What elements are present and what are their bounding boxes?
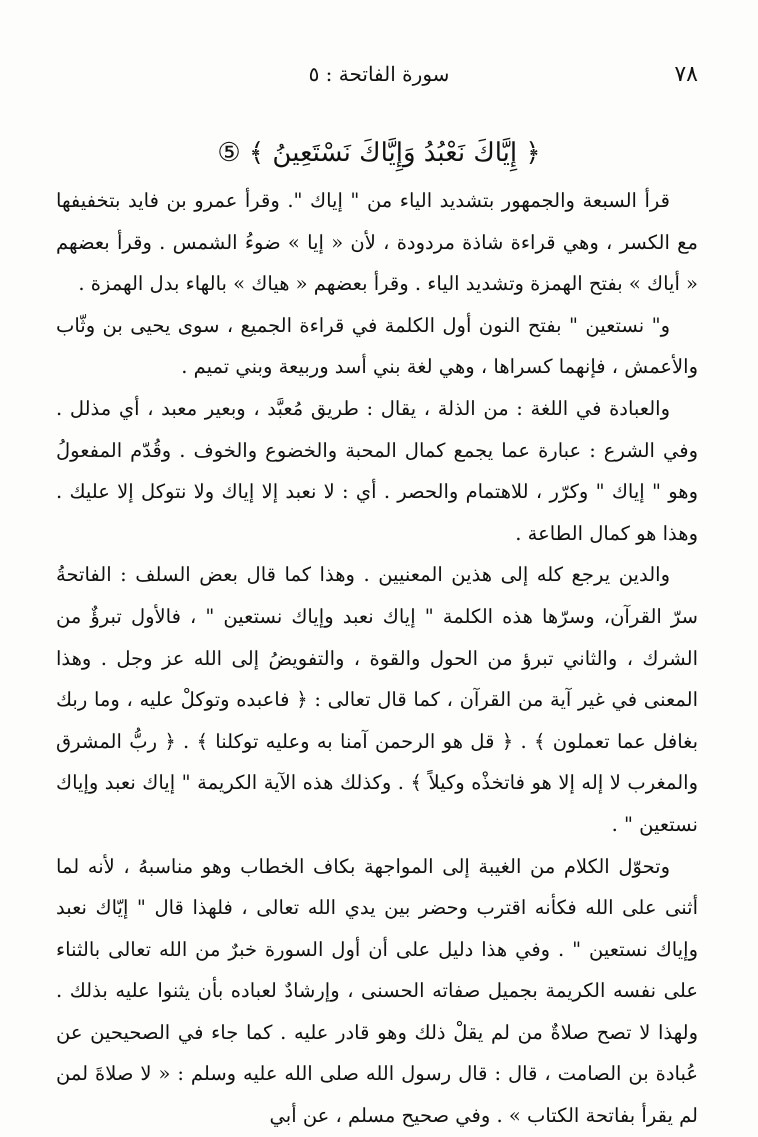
paragraph: والعبادة في اللغة : من الذلة ، يقال : طريق مُعبَّد ، وبعير معبد ، أي مذلل . وفي الشرع : عبارة عما يجمع كمال المحبة والخضوع والخوف . وقُدّم المفعولُ وهو " إياك " وكرّر ، للاهتمام والحصر . أي : لا نعبد إلا إياك ولا نتوكل إلا عليك . وهذا هو كمال الطاعة . bbox=[56, 396, 698, 545]
running-title: سورة الفاتحة : ٥ bbox=[308, 62, 450, 86]
page-number: ٧٨ bbox=[674, 62, 698, 87]
body-text bbox=[56, 180, 698, 1137]
paragraph: وتحوّل الكلام من الغيبة إلى المواجهة بكاف الخطاب وهو مناسبهُ ، لأنه لما أثنى على الله فكأنه اقترب وحضر بين يدي الله تعالى ، فلهذا قال " إيّاك نعبد وإياك نستعين " . وفي هذا دليل على أن أول السورة خبرٌ من الله تعالى بالثناء على نفسه الكريمة بجميل صفاته الحسنى ، وإرشادٌ لعباده بأن يثنوا عليه بذلك . ولهذا لا تصح صلاةٌ من لم يقلْ ذلك وهو قادر عليه . كما جاء في الصحيحين عن عُبادة بن الصامت ، قال : قال رسول الله صلى الله عليه وسلم : « لا صلاةَ لمن لم يقرأ بفاتحة الكتاب » . وفي صحيح مسلم ، عن أبي bbox=[56, 854, 698, 1128]
page-header bbox=[60, 62, 698, 92]
verse-heading: ﴿ إِيَّاكَ نَعْبُدُ وَإِيَّاكَ نَسْتَعِينُ ﴾ ⑤ bbox=[217, 138, 541, 168]
paragraph: و" نستعين " بفتح النون أول الكلمة في قراءة الجميع ، سوى يحيى بن وثّاب والأعمش ، فإنهما كسراها ، وهي لغة بني أسد وربيعة وبني تميم . bbox=[56, 313, 698, 379]
paragraph: قرأ السبعة والجمهور بتشديد الياء من " إياك ". وقرأ عمرو بن فايد بتخفيفها مع الكسر ، وهي قراءة شاذة مردودة ، لأن « إيا » ضوءُ الشمس . وقرأ بعضهم « أياك » بفتح الهمزة وتشديد الياء . وقرأ بعضهم « هياك » بالهاء بدل الهمزة . bbox=[56, 189, 698, 296]
paragraph: والدين يرجع كله إلى هذين المعنيين . وهذا كما قال بعض السلف : الفاتحةُ سرّ القرآن، وسرّها هذه الكلمة " إياك نعبد وإياك نستعين " ، فالأول تبرؤٌ من الشرك ، والثاني تبرؤ من الحول والقوة ، والتفويضُ إلى الله عز وجل . وهذا المعنى في غير آية من القرآن ، كما قال تعالى : ﴿ فاعبده وتوكلْ عليه ، وما ربك بغافل عما تعملون ﴾ . ﴿ قل هو الرحمن آمنا به وعليه توكلنا ﴾ . ﴿ ربُّ المشرق والمغرب لا إله إلا هو فاتخذْه وكيلاً ﴾ . وكذلك هذه الآية الكريمة " إياك نعبد وإياك نستعين " . bbox=[56, 563, 698, 836]
